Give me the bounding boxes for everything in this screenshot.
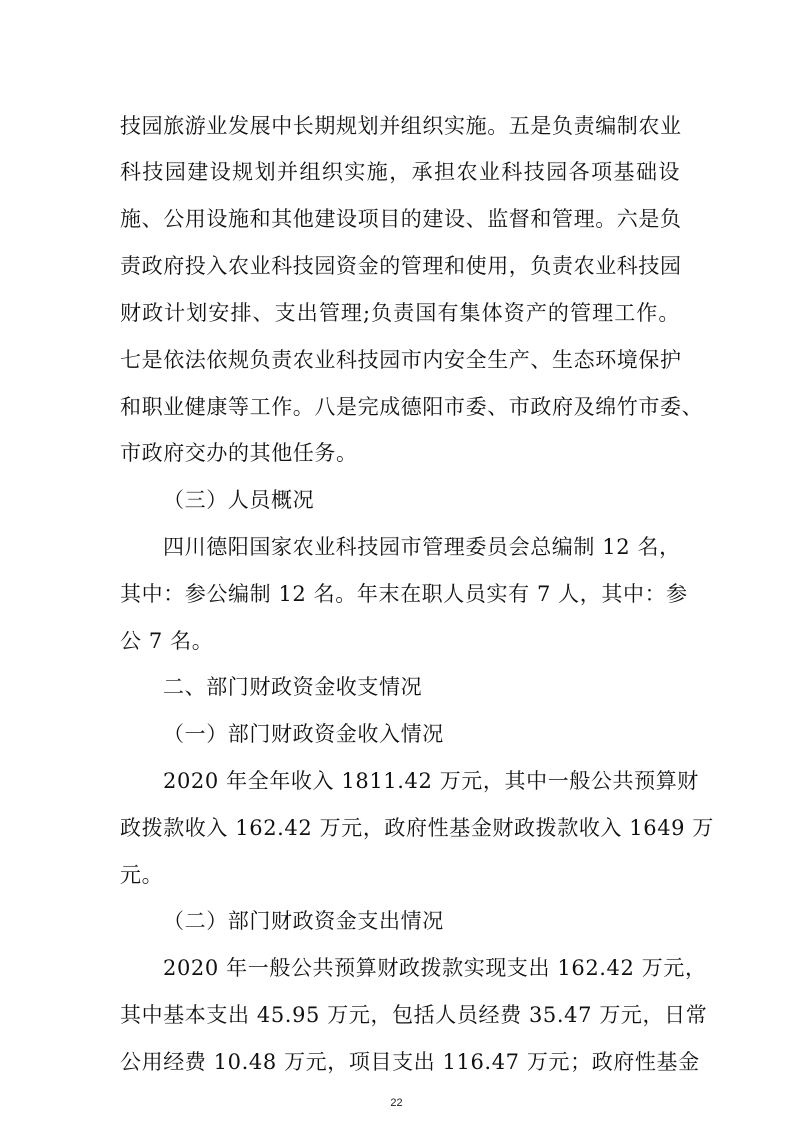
section-heading: （三）人员概况 [163,488,315,512]
section-heading: 二、部门财政资金收支情况 [163,675,423,699]
body-text-line: 科技园建设规划并组织实施，承担农业科技园各项基础设 [120,160,680,184]
body-text-line: 其中基本支出 45.95 万元，包括人员经费 35.47 万元，日常 [120,1003,708,1027]
page-number: 22 [390,1097,403,1109]
body-text-line: 其中：参公编制 12 名。年末在职人员实有 7 人，其中：参 [120,582,688,606]
body-text-line: 七是依法依规负责农业科技园市内安全生产、生态环境保护 [120,348,682,372]
body-text-line: 公 7 名。 [120,629,214,653]
body-text-line: 元。 [120,863,164,887]
body-text-line: 财政计划安排、支出管理;负责国有集体资产的管理工作。 [120,301,680,325]
body-text-line: 责政府投入农业科技园资金的管理和使用，负责农业科技园 [120,254,682,278]
body-text-line: 施、公用设施和其他建设项目的建设、监督和管理。六是负 [120,207,682,231]
subsection-heading: （一）部门财政资金收入情况 [163,722,444,746]
body-text-line: 政拨款收入 162.42 万元，政府性基金财政拨款收入 1649 万 [120,816,715,840]
subsection-heading: （二）部门财政资金支出情况 [163,909,444,933]
body-text-line: 技园旅游业发展中长期规划并组织实施。五是负责编制农业 [120,114,682,138]
body-text-line: 四川德阳国家农业科技园市管理委员会总编制 12 名， [163,535,681,559]
body-text-line: 市政府交办的其他任务。 [120,441,358,465]
body-text-line: 2020 年一般公共预算财政拨款实现支出 162.42 万元， [163,956,707,980]
body-text-line: 公用经费 10.48 万元，项目支出 116.47 万元；政府性基金 [120,1050,700,1074]
body-text-line: 和职业健康等工作。八是完成德阳市委、市政府及绵竹市委、 [120,395,704,419]
body-text-line: 2020 年全年收入 1811.42 万元，其中一般公共预算财 [163,769,699,793]
